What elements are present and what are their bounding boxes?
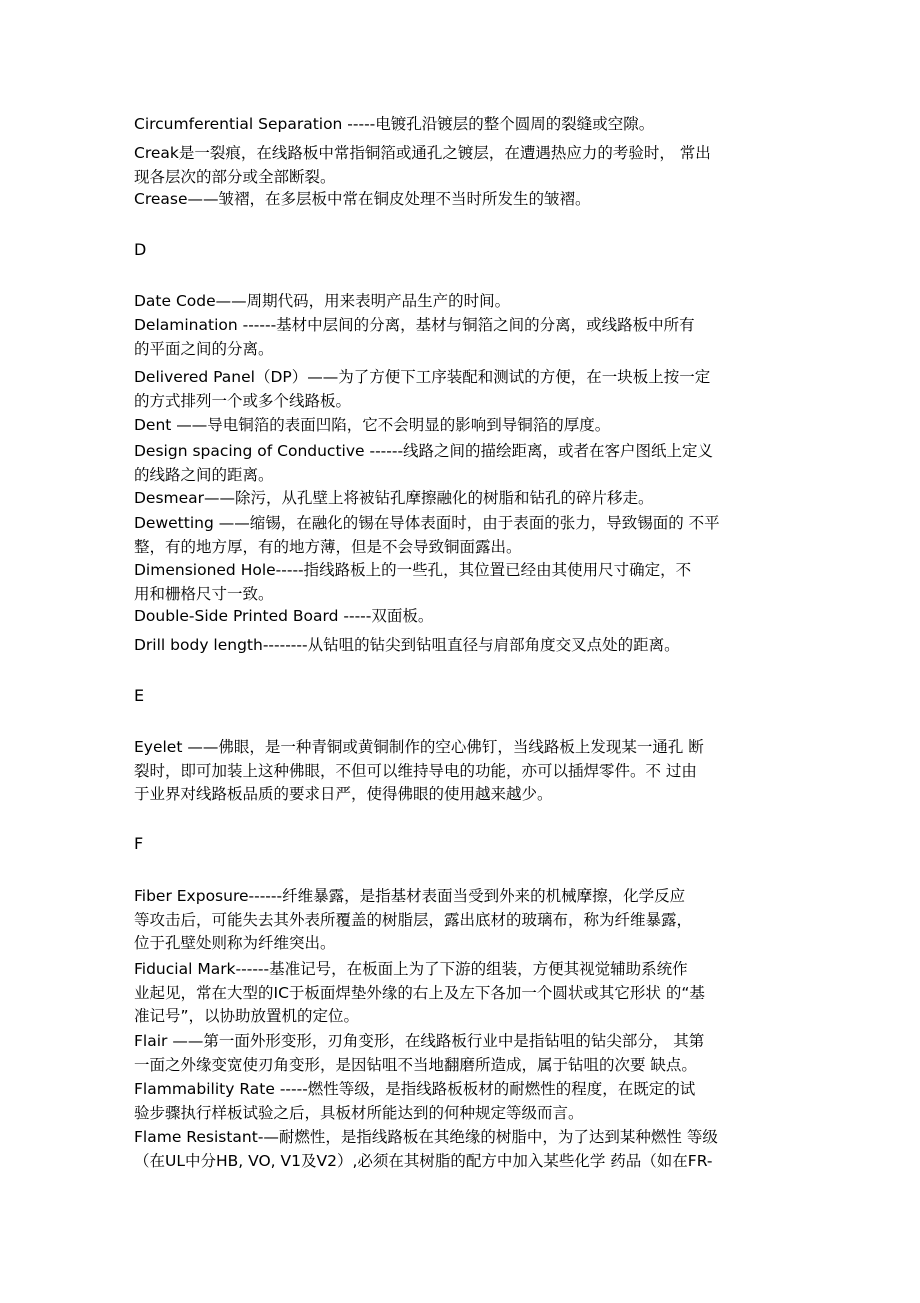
entry-desmear — [134, 487, 794, 511]
entry-line: Double-Side Printed Board -----双面板。 — [134, 607, 434, 625]
entry-line: 裂时，即可加装上这种佛眼，不但可以维持导电的功能，亦可以插焊零件。不 过由 — [134, 761, 697, 780]
entry-line: （在UL中分HB, VO, V1及V2）,必须在其树脂的配方中加入某些化学 药品（如在FR- — [134, 1151, 713, 1170]
entry-design-spacing — [134, 440, 794, 487]
section-letter-d: D — [134, 240, 147, 259]
entry-line: Flair ——第一面外形变形，刃角变形，在线路板行业中是指钻咀的钻尖部分， 其第 — [134, 1032, 705, 1050]
section-letter-f: F — [134, 834, 144, 853]
entry-line: 的平面之间的分离。 — [134, 339, 274, 358]
entry-line: Crease——皱褶，在多层板中常在铜皮处理不当时所发生的皱褶。 — [134, 190, 591, 208]
entry-line: Flammability Rate -----燃性等级，是指线路板板材的耐燃性的程度，在既定的试 — [134, 1080, 696, 1098]
entry-line: 现各层次的部分或全部断裂。 — [134, 167, 336, 186]
entry-line: Circumferential Separation -----电镀孔沿镀层的整个圆周的裂缝或空隙。 — [134, 115, 655, 133]
entry-line: 的方式排列一个或多个线路板。 — [134, 391, 352, 410]
entry-line: 验步骤执行样板试验之后，具板材所能达到的何种规定等级而言。 — [134, 1103, 584, 1122]
entry-line: Dewetting ——缩锡，在融化的锡在导体表面时，由于表面的张力，导致锡面的 不平 — [134, 514, 720, 532]
entry-dent — [134, 414, 794, 438]
entry-line: Date Code——周期代码，用来表明产品生产的时间。 — [134, 292, 511, 310]
entry-line: 准记号”，以协助放置机的定位。 — [134, 1007, 360, 1025]
entry-dewetting — [134, 512, 794, 559]
entry-line: 业起见，常在大型的IC于板面焊垫外缘的右上及左下各加一个圆状或其它形状 的“基 — [134, 983, 705, 1002]
entry-creak — [134, 142, 794, 189]
entry-fiber-exposure — [134, 885, 794, 956]
entry-line: Delamination ------基材中层间的分离，基材与铜箔之间的分离，或线路板中所有 — [134, 316, 695, 334]
entry-line: Fiducial Mark------基准记号，在板面上为了下游的组装，方便其视觉辅助系统作 — [134, 960, 688, 978]
entry-delivered-panel — [134, 366, 794, 413]
entry-line: Dimensioned Hole-----指线路板上的一些孔，其位置已经由其使用尺寸确定，不 — [134, 561, 692, 579]
section-letter-e: E — [134, 686, 145, 705]
entry-line: 等攻击后，可能失去其外表所覆盖的树脂层，露出底材的玻璃布，称为纤维暴露， — [134, 910, 693, 929]
entry-eyelet — [134, 736, 794, 807]
entry-line: 的线路之间的距离。 — [134, 465, 274, 484]
entry-line: 一面之外缘变宽使刃角变形，是因钻咀不当地翻磨所造成，属于钻咀的次要 缺点。 — [134, 1055, 697, 1074]
entry-double-side-board — [134, 605, 794, 629]
entry-line: 用和栅格尺寸一致。 — [134, 584, 274, 603]
entry-delamination — [134, 314, 794, 361]
entry-crease — [134, 188, 794, 212]
entry-line: Drill body length--------从钻咀的钻尖到钻咀直径与肩部角度交叉点处的距离。 — [134, 636, 680, 654]
entry-dimensioned-hole — [134, 559, 794, 606]
entry-line: 位于孔壁处则称为纤维突出。 — [134, 934, 336, 952]
entry-line: Creak是一裂痕，在线路板中常指铜箔或通孔之镀层，在遭遇热应力的考验时， 常出 — [134, 144, 711, 162]
entry-line: Design spacing of Conductive ------线路之间的描绘距离，或者在客户图纸上定义 — [134, 442, 714, 460]
entry-flame-resistant — [134, 1126, 794, 1173]
entry-circumferential-separation — [134, 113, 794, 137]
entry-line: Dent ——导电铜箔的表面凹陷，它不会明显的影响到导铜箔的厚度。 — [134, 416, 611, 434]
entry-line: Eyelet ——佛眼，是一种青铜或黄铜制作的空心佛钉，当线路板上发现某一通孔 断 — [134, 738, 704, 756]
entry-flair — [134, 1030, 794, 1077]
entry-line: Fiber Exposure------纤维暴露，是指基材表面当受到外来的机械摩擦，化学反应 — [134, 887, 686, 905]
entry-line: 于业界对线路板品质的要求日严，使得佛眼的使用越来越少。 — [134, 785, 553, 803]
entry-line: Desmear——除污，从孔壁上将被钻孔摩擦融化的树脂和钻孔的碎片移走。 — [134, 489, 654, 507]
entry-flammability-rate — [134, 1078, 794, 1125]
entry-drill-body-length — [134, 634, 794, 658]
entry-line: Flame Resistant-—耐燃性，是指线路板在其绝缘的树脂中，为了达到某种燃性 等级 — [134, 1128, 718, 1146]
entry-fiducial-mark — [134, 958, 794, 1029]
entry-line: 整，有的地方厚，有的地方薄，但是不会导致铜面露出。 — [134, 537, 522, 556]
entry-line: Delivered Panel（DP）——为了方便下工序装配和测试的方便，在一块板上按一定 — [134, 368, 711, 386]
entry-date-code — [134, 290, 794, 314]
